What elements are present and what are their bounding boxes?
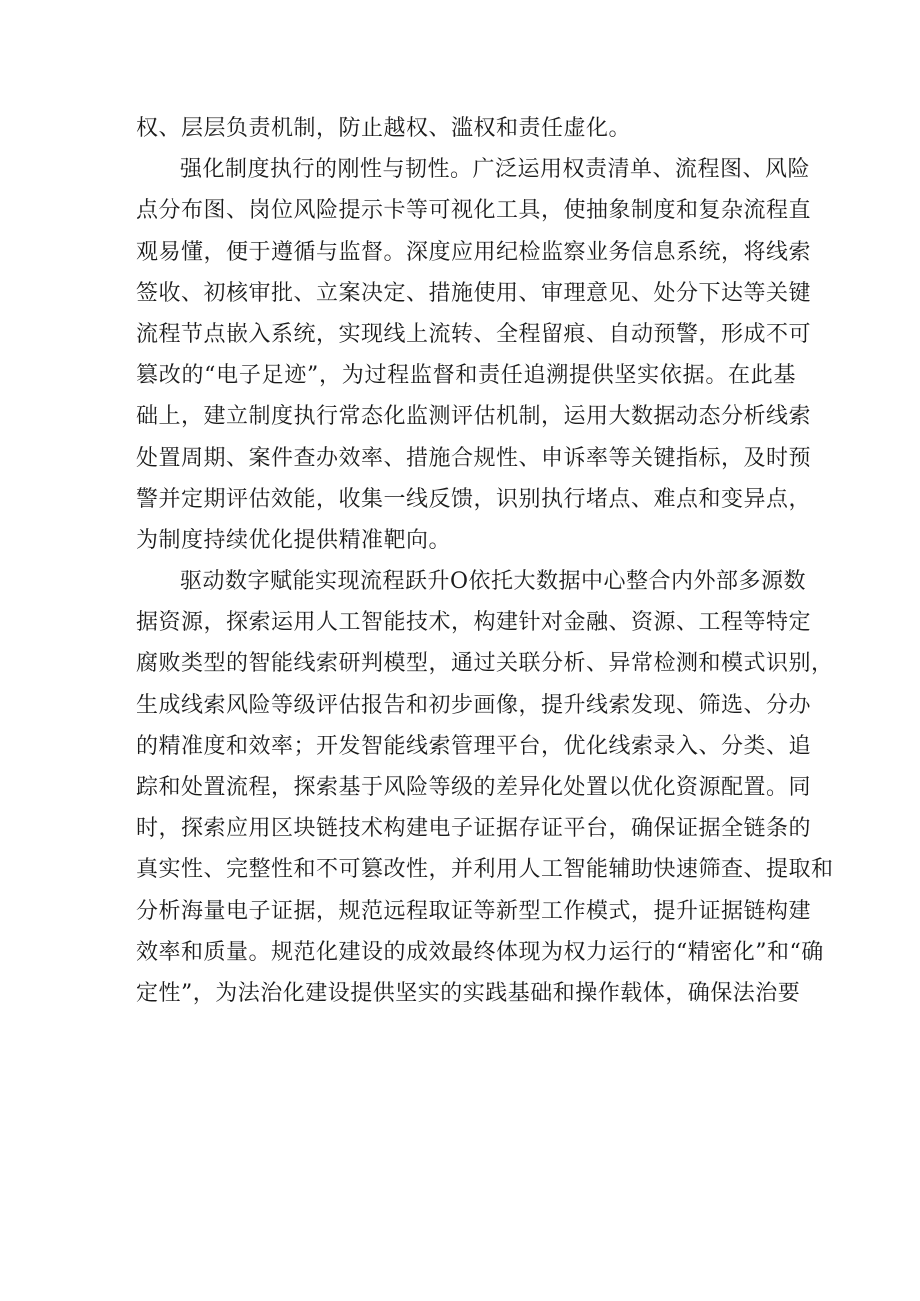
text-line: 真实性、完整性和不可篡改性，并利用人工智能辅助快速筛查、提取和 xyxy=(136,857,834,883)
text-line: 篡改的“电子足迹”，为过程监督和责任追溯提供坚实依据。在此基 xyxy=(136,363,796,389)
text-line: 点分布图、岗位风险提示卡等可视化工具，使抽象制度和复杂流程直 xyxy=(136,198,812,224)
text-line: 观易懂，便于遵循与监督。深度应用纪检监察业务信息系统，将线索 xyxy=(136,239,812,265)
text-line: 权、层层负责机制，防止越权、滥权和责任虚化。 xyxy=(136,116,632,141)
text-line: 签收、初核审批、立案决定、措施使用、审理意见、处分下达等关键 xyxy=(136,280,812,306)
text-line: 时，探索应用区块链技术构建电子证据存证平台，确保证据全链条的 xyxy=(136,816,812,842)
text-line: 的精准度和效率；开发智能线索管理平台，优化线索录入、分类、追 xyxy=(136,733,812,759)
paragraph xyxy=(136,108,796,149)
text-line: 生成线索风险等级评估报告和初步画像，提升线索发现、筛选、分办 xyxy=(136,692,812,718)
text-line: 踪和处置流程，探索基于风险等级的差异化处置以优化资源配置。同 xyxy=(136,775,812,800)
text-line: 警并定期评估效能，收集一线反馈，识别执行堵点、难点和变异点， xyxy=(136,486,812,512)
text-line: 驱动数字赋能实现流程跃升O依托大数据中心整合内外部多源数 xyxy=(180,569,807,595)
text-line: 处置周期、案件查办效率、措施合规性、申诉率等关键指标，及时预 xyxy=(136,445,812,471)
text-line: 分析海量电子证据，规范远程取证等新型工作模式，提升证据链构建 xyxy=(136,898,812,924)
text-line: 为制度持续优化提供精准靶向。 xyxy=(136,527,452,553)
text-line: 定性”，为法治化建设提供坚实的实践基础和操作载体，确保法治要 xyxy=(136,980,801,1006)
text-line: 础上，建立制度执行常态化监测评估机制，运用大数据动态分析线索 xyxy=(136,404,812,430)
paragraph xyxy=(136,561,834,1014)
text-line: 据资源，探索运用人工智能技术，构建针对金融、资源、工程等特定 xyxy=(136,610,812,636)
text-line: 效率和质量。规范化建设的成效最终体现为权力运行的“精密化”和“确 xyxy=(136,939,824,965)
text-line: 强化制度执行的刚性与韧性。广泛运用权责清单、流程图、风险 xyxy=(180,157,811,183)
paragraph xyxy=(136,149,812,561)
text-line: 腐败类型的智能线索研判模型，通过关联分析、异常检测和模式识别， xyxy=(136,651,834,677)
document-body xyxy=(136,108,834,1014)
text-line: 流程节点嵌入系统，实现线上流转、全程留痕、自动预警，形成不可 xyxy=(136,321,812,347)
